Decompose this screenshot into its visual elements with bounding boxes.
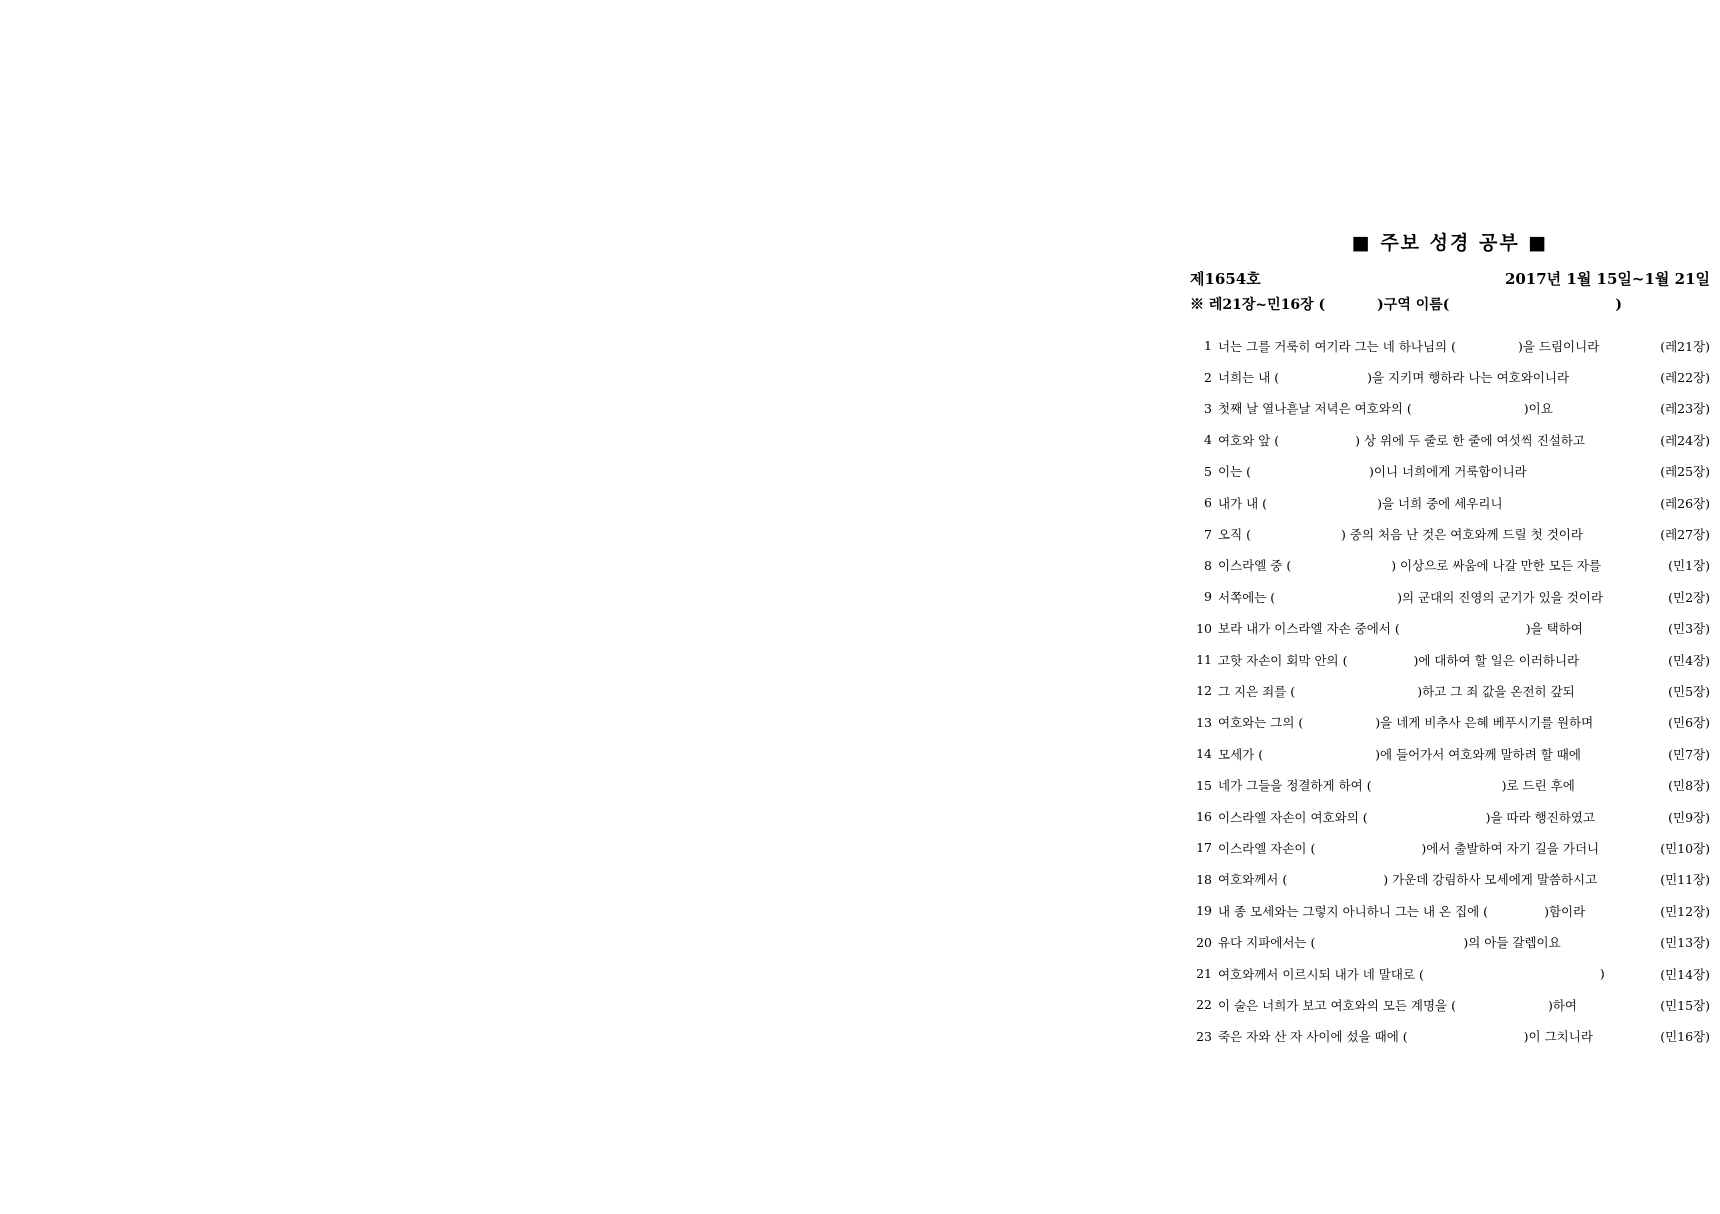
- chapter-ref: (민15장): [1660, 997, 1710, 1013]
- chapter-ref: (민14장): [1660, 966, 1710, 982]
- range-row: [1190, 294, 1710, 316]
- chapter-ref: (민13장): [1660, 935, 1710, 951]
- question-text-after: )을 드림이니라: [1517, 338, 1600, 354]
- question-text-before: 이 술은 너희가 보고 여호와의 모든 계명을 (: [1218, 997, 1456, 1013]
- question-number: 4: [1204, 432, 1212, 448]
- question-row: [1190, 895, 1710, 926]
- question-text-after: )이요: [1523, 401, 1553, 417]
- chapter-ref: (민2장): [1668, 589, 1710, 605]
- question-number: 17: [1196, 840, 1212, 856]
- question-row: [1190, 675, 1710, 706]
- question-row: [1190, 1021, 1710, 1052]
- question-row: [1190, 550, 1710, 581]
- question-text-before: 이스라엘 자손이 (: [1218, 840, 1316, 856]
- chapter-ref: (민3장): [1668, 621, 1710, 637]
- question-text-after: )하여: [1547, 997, 1577, 1013]
- chapter-ref: (민16장): [1660, 1029, 1710, 1045]
- issue-row: [1190, 268, 1710, 290]
- question-text-before: 모세가 (: [1218, 746, 1264, 762]
- question-text-before: 이스라엘 중 (: [1218, 558, 1292, 574]
- question-text-before: 너는 그를 거룩히 여기라 그는 네 하나님의 (: [1218, 338, 1456, 354]
- question-text-before: 이는 (: [1218, 464, 1252, 480]
- question-number: 6: [1204, 495, 1212, 511]
- question-number: 14: [1196, 746, 1212, 762]
- question-text-after: ): [1599, 966, 1605, 981]
- question-number: 7: [1204, 526, 1212, 542]
- question-row: [1190, 613, 1710, 644]
- question-row: [1190, 644, 1710, 675]
- question-text-after: )이 그치니라: [1523, 1029, 1593, 1045]
- chapter-ref: (레26장): [1660, 495, 1710, 511]
- question-number: 9: [1204, 589, 1212, 605]
- question-text-before: 이스라엘 자손이 여호와의 (: [1218, 809, 1368, 825]
- question-text-before: 여호와께서 (: [1218, 872, 1288, 888]
- question-row: [1190, 424, 1710, 455]
- question-row: [1190, 769, 1710, 800]
- district-name-label: )구역 이름(: [1377, 297, 1450, 313]
- question-row: [1190, 393, 1710, 424]
- chapter-ref: (레24장): [1660, 432, 1710, 448]
- question-text-after: )을 네게 비추사 은혜 베푸시기를 원하며: [1375, 715, 1594, 731]
- bible-study-section: [1190, 228, 1710, 1052]
- question-text-before: 네가 그들을 정결하게 하여 (: [1218, 778, 1372, 794]
- issue-number: 제1654호: [1190, 270, 1261, 288]
- question-number: 20: [1196, 934, 1212, 950]
- question-row: [1190, 926, 1710, 957]
- chapter-ref: (민10장): [1660, 840, 1710, 856]
- question-text-before: 너희는 내 (: [1218, 370, 1280, 386]
- question-text-after: )을 따라 행진하였고: [1485, 809, 1596, 825]
- question-text-after: ) 중의 처음 난 것은 여호와께 드릴 첫 것이라: [1341, 527, 1583, 543]
- question-number: 2: [1204, 369, 1212, 385]
- question-text-before: 내 종 모세와는 그렇지 아니하니 그는 내 온 집에 (: [1218, 903, 1489, 919]
- reading-range: ※ 레21장~민16장 (: [1190, 297, 1326, 313]
- question-row: [1190, 581, 1710, 612]
- question-number: 1: [1204, 338, 1212, 354]
- question-text-before: 여호와께서 이르시되 내가 네 말대로 (: [1218, 966, 1424, 982]
- chapter-ref: (레27장): [1660, 527, 1710, 543]
- question-text-after: )에 대하여 할 일은 이러하니라: [1413, 652, 1580, 668]
- question-text-before: 첫째 날 열나흗날 저녁은 여호와의 (: [1218, 401, 1412, 417]
- question-number: 11: [1196, 652, 1212, 668]
- question-row: [1190, 832, 1710, 863]
- question-text-before: 오직 (: [1218, 527, 1252, 543]
- question-number: 15: [1196, 777, 1212, 793]
- question-number: 5: [1204, 463, 1212, 479]
- question-list: [1190, 330, 1710, 1052]
- question-text-after: )을 지키며 행하라 나는 여호와이니라: [1367, 370, 1570, 386]
- issue-date: 2017년 1월 15일~1월 21일: [1504, 270, 1710, 288]
- question-row: [1190, 361, 1710, 392]
- chapter-ref: (레22장): [1660, 370, 1710, 386]
- question-text-after: )함이라: [1544, 903, 1586, 919]
- chapter-ref: (민4장): [1668, 652, 1710, 668]
- question-row: [1190, 864, 1710, 895]
- question-number: 23: [1196, 1028, 1212, 1044]
- question-text-before: 고핫 자손이 회막 안의 (: [1218, 652, 1348, 668]
- question-row: [1190, 738, 1710, 769]
- question-text-before: 여호와 앞 (: [1218, 432, 1280, 448]
- range-close: ): [1615, 297, 1623, 313]
- chapter-ref: (레23장): [1660, 401, 1710, 417]
- question-number: 13: [1196, 714, 1212, 730]
- question-text-before: 죽은 자와 산 자 사이에 섰을 때에 (: [1218, 1029, 1408, 1045]
- question-text-after: )의 군대의 진영의 군기가 있을 것이라: [1397, 589, 1604, 605]
- chapter-ref: (레25장): [1660, 464, 1710, 480]
- chapter-ref: (민12장): [1660, 903, 1710, 919]
- question-text-after: )을 너희 중에 세우리니: [1377, 495, 1503, 511]
- question-text-before: 여호와는 그의 (: [1218, 715, 1304, 731]
- question-text-after: )의 아들 갈렙이요: [1463, 935, 1561, 951]
- question-number: 12: [1196, 683, 1212, 699]
- question-text-before: 보라 내가 이스라엘 자손 중에서 (: [1218, 621, 1400, 637]
- chapter-ref: (민8장): [1668, 778, 1710, 794]
- question-text-after: )이니 너희에게 거룩함이니라: [1369, 464, 1527, 480]
- question-text-before: 서쪽에는 (: [1218, 589, 1276, 605]
- question-number: 8: [1204, 557, 1212, 573]
- chapter-ref: (민7장): [1668, 746, 1710, 762]
- question-text-before: 내가 내 (: [1218, 495, 1268, 511]
- question-text-after: ) 상 위에 두 줄로 한 줄에 여섯씩 진설하고: [1355, 432, 1585, 448]
- chapter-ref: (민6장): [1668, 715, 1710, 731]
- question-text-after: )에서 출발하여 자기 길을 가더니: [1421, 840, 1600, 856]
- question-text-after: )로 드린 후에: [1501, 778, 1575, 794]
- question-row: [1190, 989, 1710, 1020]
- chapter-ref: (레21장): [1660, 338, 1710, 354]
- question-row: [1190, 707, 1710, 738]
- question-row: [1190, 958, 1710, 989]
- question-number: 22: [1196, 997, 1212, 1013]
- question-row: [1190, 518, 1710, 549]
- name-blank[interactable]: [1449, 294, 1615, 316]
- question-number: 10: [1196, 620, 1212, 636]
- question-text-after: ) 이상으로 싸움에 나갈 만한 모든 자를: [1391, 558, 1602, 574]
- chapter-ref: (민9장): [1668, 809, 1710, 825]
- question-number: 3: [1204, 400, 1212, 416]
- question-text-after: ) 가운데 강림하사 모세에게 말씀하시고: [1383, 872, 1598, 888]
- question-number: 21: [1196, 966, 1212, 981]
- chapter-ref: (민1장): [1668, 558, 1710, 574]
- question-number: 16: [1196, 809, 1212, 825]
- question-row: [1190, 456, 1710, 487]
- question-text-before: 그 지은 죄를 (: [1218, 683, 1296, 699]
- study-title: ■ 주보 성경 공부 ■: [1351, 232, 1549, 254]
- question-text-before: 유다 지파에서는 (: [1218, 935, 1316, 951]
- chapter-ref: (민5장): [1668, 683, 1710, 699]
- question-row: [1190, 330, 1710, 361]
- question-number: 19: [1196, 903, 1212, 919]
- question-row: [1190, 801, 1710, 832]
- question-text-after: )을 택하여: [1525, 621, 1583, 637]
- chapter-ref: (민11장): [1660, 872, 1710, 888]
- question-text-after: )하고 그 죄 값을 온전히 갚되: [1417, 683, 1575, 699]
- question-row: [1190, 487, 1710, 518]
- question-number: 18: [1196, 871, 1212, 887]
- question-text-after: )에 들어가서 여호와께 말하려 할 때에: [1375, 746, 1581, 762]
- district-blank[interactable]: [1325, 294, 1377, 316]
